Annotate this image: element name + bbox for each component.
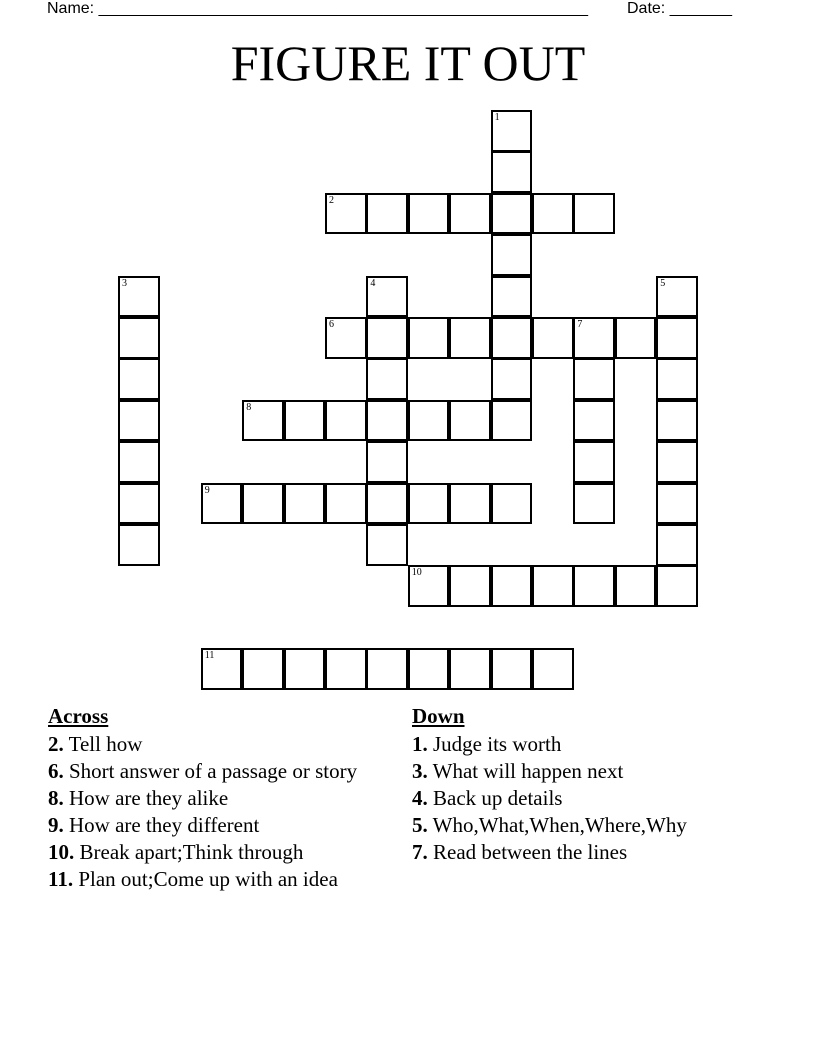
clue-number: 8. bbox=[48, 786, 64, 810]
crossword-cell[interactable] bbox=[118, 524, 160, 566]
crossword-cell[interactable] bbox=[118, 441, 160, 483]
crossword-cell[interactable] bbox=[366, 317, 408, 359]
clue-text: What will happen next bbox=[432, 759, 624, 783]
cell-number: 8 bbox=[246, 401, 252, 413]
crossword-cell[interactable] bbox=[615, 565, 657, 607]
crossword-cell[interactable] bbox=[573, 483, 615, 525]
crossword-cell[interactable] bbox=[573, 441, 615, 483]
crossword-cell[interactable] bbox=[656, 400, 698, 442]
crossword-cell[interactable] bbox=[615, 317, 657, 359]
crossword-cell[interactable] bbox=[284, 400, 326, 442]
crossword-cell[interactable] bbox=[366, 193, 408, 235]
clue-number: 2. bbox=[48, 732, 64, 756]
crossword-cell[interactable] bbox=[656, 441, 698, 483]
crossword-cell[interactable] bbox=[366, 276, 408, 318]
clue-number: 10. bbox=[48, 840, 75, 864]
crossword-cell[interactable] bbox=[325, 483, 367, 525]
crossword-cell[interactable] bbox=[449, 193, 491, 235]
crossword-cell[interactable] bbox=[366, 524, 408, 566]
clue-across bbox=[48, 786, 368, 810]
crossword-cell[interactable] bbox=[656, 483, 698, 525]
clue-number: 1. bbox=[412, 732, 428, 756]
crossword-cell[interactable] bbox=[201, 483, 243, 525]
crossword-cell[interactable] bbox=[366, 648, 408, 690]
clue-across bbox=[48, 813, 368, 837]
crossword-cell[interactable] bbox=[573, 400, 615, 442]
clue-down bbox=[412, 732, 772, 756]
crossword-cell[interactable] bbox=[366, 441, 408, 483]
across-heading: Across bbox=[48, 704, 109, 728]
clue-down bbox=[412, 786, 772, 810]
clue-number: 6. bbox=[48, 759, 64, 783]
clue-number: 3. bbox=[412, 759, 428, 783]
clue-text: Who,What,When,Where,Why bbox=[432, 813, 687, 837]
crossword-cell[interactable] bbox=[118, 317, 160, 359]
crossword-cell[interactable] bbox=[408, 193, 450, 235]
crossword-cell[interactable] bbox=[325, 648, 367, 690]
down-clues bbox=[412, 704, 772, 867]
clue-number: 4. bbox=[412, 786, 428, 810]
name-field[interactable]: Name: _______________________________________________________ bbox=[47, 0, 588, 17]
crossword-cell[interactable] bbox=[532, 317, 574, 359]
crossword-cell[interactable] bbox=[408, 483, 450, 525]
crossword-cell[interactable] bbox=[408, 317, 450, 359]
cell-number: 7 bbox=[577, 319, 583, 330]
crossword-cell[interactable] bbox=[118, 400, 160, 442]
crossword-cell[interactable] bbox=[118, 358, 160, 400]
clue-text: How are they alike bbox=[69, 786, 229, 810]
crossword-cell[interactable] bbox=[366, 358, 408, 400]
crossword-cell[interactable] bbox=[573, 358, 615, 400]
cell-number: 9 bbox=[204, 484, 210, 496]
crossword-cell[interactable] bbox=[325, 193, 367, 235]
cell-number: 2 bbox=[329, 194, 334, 206]
clue-text: Judge its worth bbox=[433, 732, 562, 756]
crossword-cell[interactable] bbox=[656, 276, 698, 318]
crossword-cell[interactable] bbox=[532, 565, 574, 607]
clue-down bbox=[412, 759, 772, 783]
crossword-cell[interactable] bbox=[284, 648, 326, 690]
crossword-cell[interactable] bbox=[491, 193, 533, 235]
crossword-cell[interactable] bbox=[325, 317, 367, 359]
page-title: FIGURE IT OUT bbox=[230, 35, 586, 91]
crossword-cell[interactable] bbox=[491, 400, 533, 442]
crossword-cell[interactable] bbox=[491, 483, 533, 525]
crossword-cell[interactable] bbox=[532, 193, 574, 235]
clue-across bbox=[48, 840, 368, 864]
cell-number: 11 bbox=[204, 650, 215, 662]
crossword-cell[interactable] bbox=[573, 565, 615, 607]
crossword-cell[interactable] bbox=[491, 110, 533, 152]
crossword-cell[interactable] bbox=[449, 483, 491, 525]
crossword-cell[interactable] bbox=[118, 483, 160, 525]
crossword-cell[interactable] bbox=[656, 317, 698, 359]
clue-across bbox=[48, 759, 368, 783]
crossword-cell[interactable] bbox=[366, 483, 408, 525]
crossword-cell[interactable] bbox=[491, 565, 533, 607]
crossword-cell[interactable] bbox=[242, 400, 284, 442]
crossword-cell[interactable] bbox=[366, 400, 408, 442]
crossword-cell[interactable] bbox=[325, 400, 367, 442]
clue-across bbox=[48, 732, 368, 756]
clue-down bbox=[412, 813, 772, 837]
clue-number: 9. bbox=[48, 813, 64, 837]
crossword-cell[interactable] bbox=[656, 358, 698, 400]
crossword-cell[interactable] bbox=[242, 483, 284, 525]
crossword-cell[interactable] bbox=[408, 648, 450, 690]
clue-number: 11. bbox=[48, 867, 74, 891]
cell-number: 3 bbox=[122, 277, 127, 289]
clue-text: Tell how bbox=[68, 732, 143, 756]
crossword-cell[interactable] bbox=[656, 524, 698, 566]
cell-number: 6 bbox=[329, 319, 334, 330]
cell-number: 1 bbox=[494, 112, 500, 123]
crossword-cell[interactable] bbox=[242, 648, 284, 690]
clue-down bbox=[412, 840, 772, 864]
crossword-cell[interactable] bbox=[491, 276, 533, 318]
cell-number: 10 bbox=[411, 567, 422, 579]
crossword-cell[interactable] bbox=[491, 648, 533, 690]
crossword-cell[interactable] bbox=[491, 234, 533, 276]
clue-across bbox=[48, 867, 368, 891]
crossword-cell[interactable] bbox=[656, 565, 698, 607]
crossword-cell[interactable] bbox=[573, 317, 615, 359]
crossword-cell[interactable] bbox=[201, 648, 243, 690]
crossword-cell[interactable] bbox=[118, 276, 160, 318]
crossword-cell[interactable] bbox=[573, 193, 615, 235]
clue-text: Short answer of a passage or story bbox=[69, 759, 358, 783]
crossword-cell[interactable] bbox=[491, 151, 533, 193]
crossword-cell[interactable] bbox=[408, 565, 450, 607]
clue-text: How are they different bbox=[69, 813, 260, 837]
across-clues bbox=[48, 704, 368, 894]
crossword-cell[interactable] bbox=[449, 317, 491, 359]
clue-number: 7. bbox=[412, 840, 428, 864]
clue-text: Break apart;Think through bbox=[79, 840, 304, 864]
crossword-cell[interactable] bbox=[408, 400, 450, 442]
crossword-cell[interactable] bbox=[491, 358, 533, 400]
clue-number: 5. bbox=[412, 813, 428, 837]
crossword-cell[interactable] bbox=[532, 648, 574, 690]
crossword-cell[interactable] bbox=[491, 317, 533, 359]
clue-text: Back up details bbox=[433, 786, 563, 810]
date-field[interactable]: Date: _______ bbox=[627, 0, 732, 17]
cell-number: 5 bbox=[660, 277, 666, 289]
clue-text: Plan out;Come up with an idea bbox=[78, 867, 338, 891]
cell-number: 4 bbox=[370, 277, 376, 289]
crossword-cell[interactable] bbox=[449, 565, 491, 607]
down-heading: Down bbox=[412, 704, 465, 728]
crossword-cell[interactable] bbox=[449, 648, 491, 690]
crossword-cell[interactable] bbox=[284, 483, 326, 525]
crossword-cell[interactable] bbox=[449, 400, 491, 442]
clue-text: Read between the lines bbox=[433, 840, 628, 864]
